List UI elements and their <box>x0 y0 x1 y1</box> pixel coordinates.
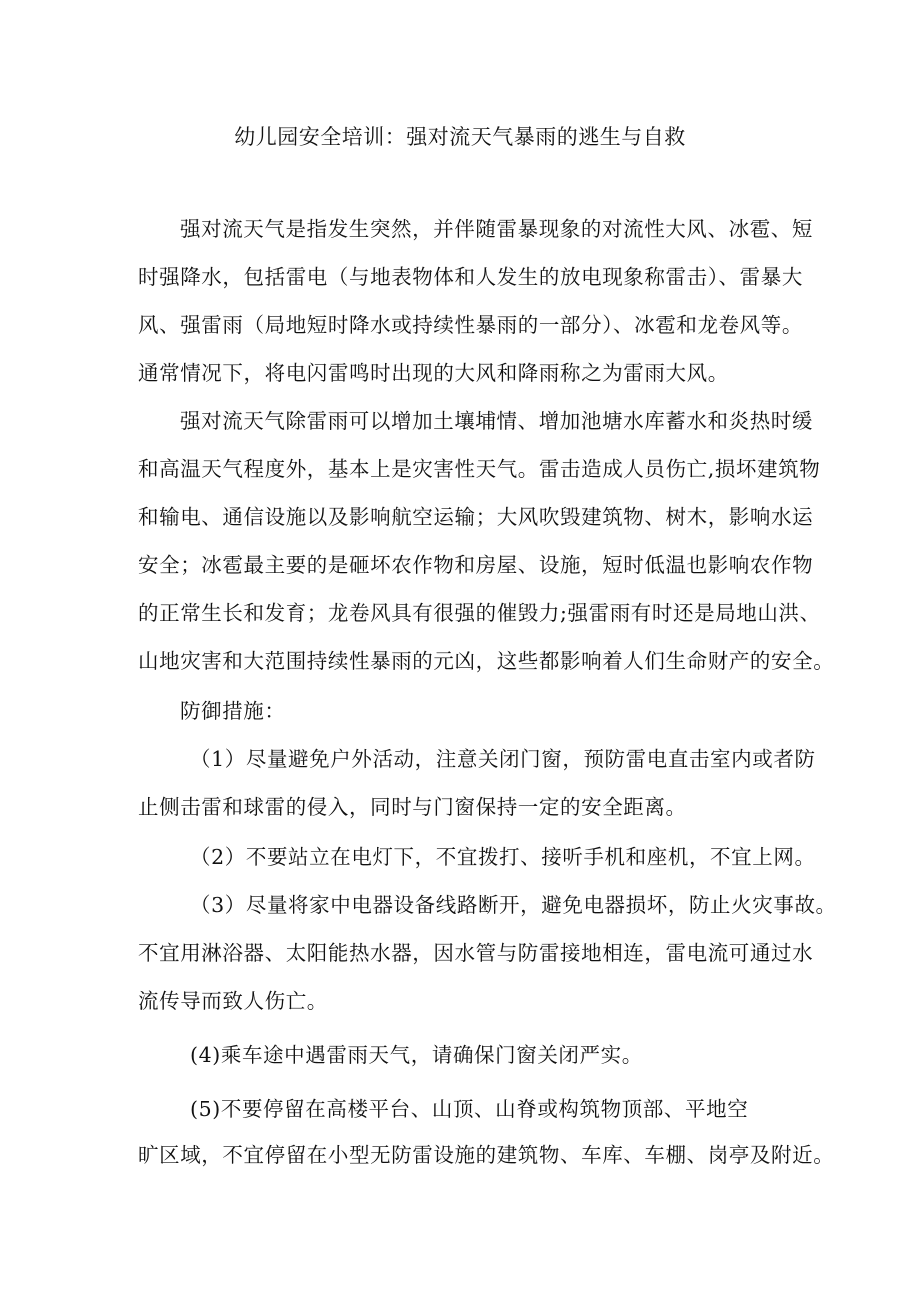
text-line-5: 强对流天气除雷雨可以增加土壤埔情、增加池塘水库蓄水和炎热时缓 <box>180 409 813 433</box>
document-title: 幼儿园安全培训：强对流天气暴雨的逃生与自救 <box>234 125 686 149</box>
text-line-18: (4)乘车途中遇雷雨天气，请确保门窗关闭严实。 <box>190 1043 643 1067</box>
text-line-14: （2）不要站立在电灯下，不宜拨打、接听手机和座机，不宜上网。 <box>190 845 816 869</box>
text-line-9: 的正常生长和发育；龙卷风具有很强的催毁力;强雷雨有时还是局地山洪、 <box>138 601 821 625</box>
text-line-4: 通常情况下，将电闪雷鸣时出现的大风和降雨称之为雷雨大风。 <box>138 361 729 385</box>
text-line-20: 旷区域，不宜停留在小型无防雷设施的建筑物、车库、车棚、岗亭及附近。 <box>138 1143 835 1167</box>
text-line-1: 强对流天气是指发生突然，并伴随雷暴现象的对流性大风、冰雹、短 <box>180 217 813 241</box>
text-line-8: 安全；冰雹最主要的是砸坏农作物和房屋、设施，短时低温也影响农作物 <box>138 553 814 577</box>
text-line-2: 时强降水，包括雷电（与地表物体和人发生的放电现象称雷击）、雷暴大 <box>138 265 803 289</box>
text-line-16: 不宜用淋浴器、太阳能热水器，因水管与防雷接地相连，雷电流可通过水 <box>138 941 814 965</box>
text-line-7: 和输电、通信设施以及影响航空运输；大风吹毁建筑物、树木，影响水运 <box>138 505 814 529</box>
section-heading-defense: 防御措施： <box>180 699 286 723</box>
text-line-19: (5)不要停留在高楼平台、山顶、山脊或构筑物顶部、平地空 <box>190 1097 749 1121</box>
text-line-15: （3）尽量将家中电器设备线路断开，避免电器损坏，防止火灾事故。 <box>190 893 837 917</box>
text-line-13: 止侧击雷和球雷的侵入，同时与门窗保持一定的安全距离。 <box>138 795 687 819</box>
text-line-6: 和高温天气程度外，基本上是灾害性天气。雷击造成人员伤亡,损坏建筑物 <box>138 457 821 481</box>
text-line-17: 流传导而致人伤亡。 <box>138 989 328 1013</box>
text-line-12: （1）尽量避免户外活动，注意关闭门窗，预防雷电直击室内或者防 <box>190 747 816 771</box>
text-line-10: 山地灾害和大范围持续性暴雨的元凶，这些都影响着人们生命财产的安全。 <box>138 649 835 673</box>
text-line-3: 风、强雷雨（局地短时降水或持续性暴雨的一部分）、冰雹和龙卷风等。 <box>138 313 803 337</box>
